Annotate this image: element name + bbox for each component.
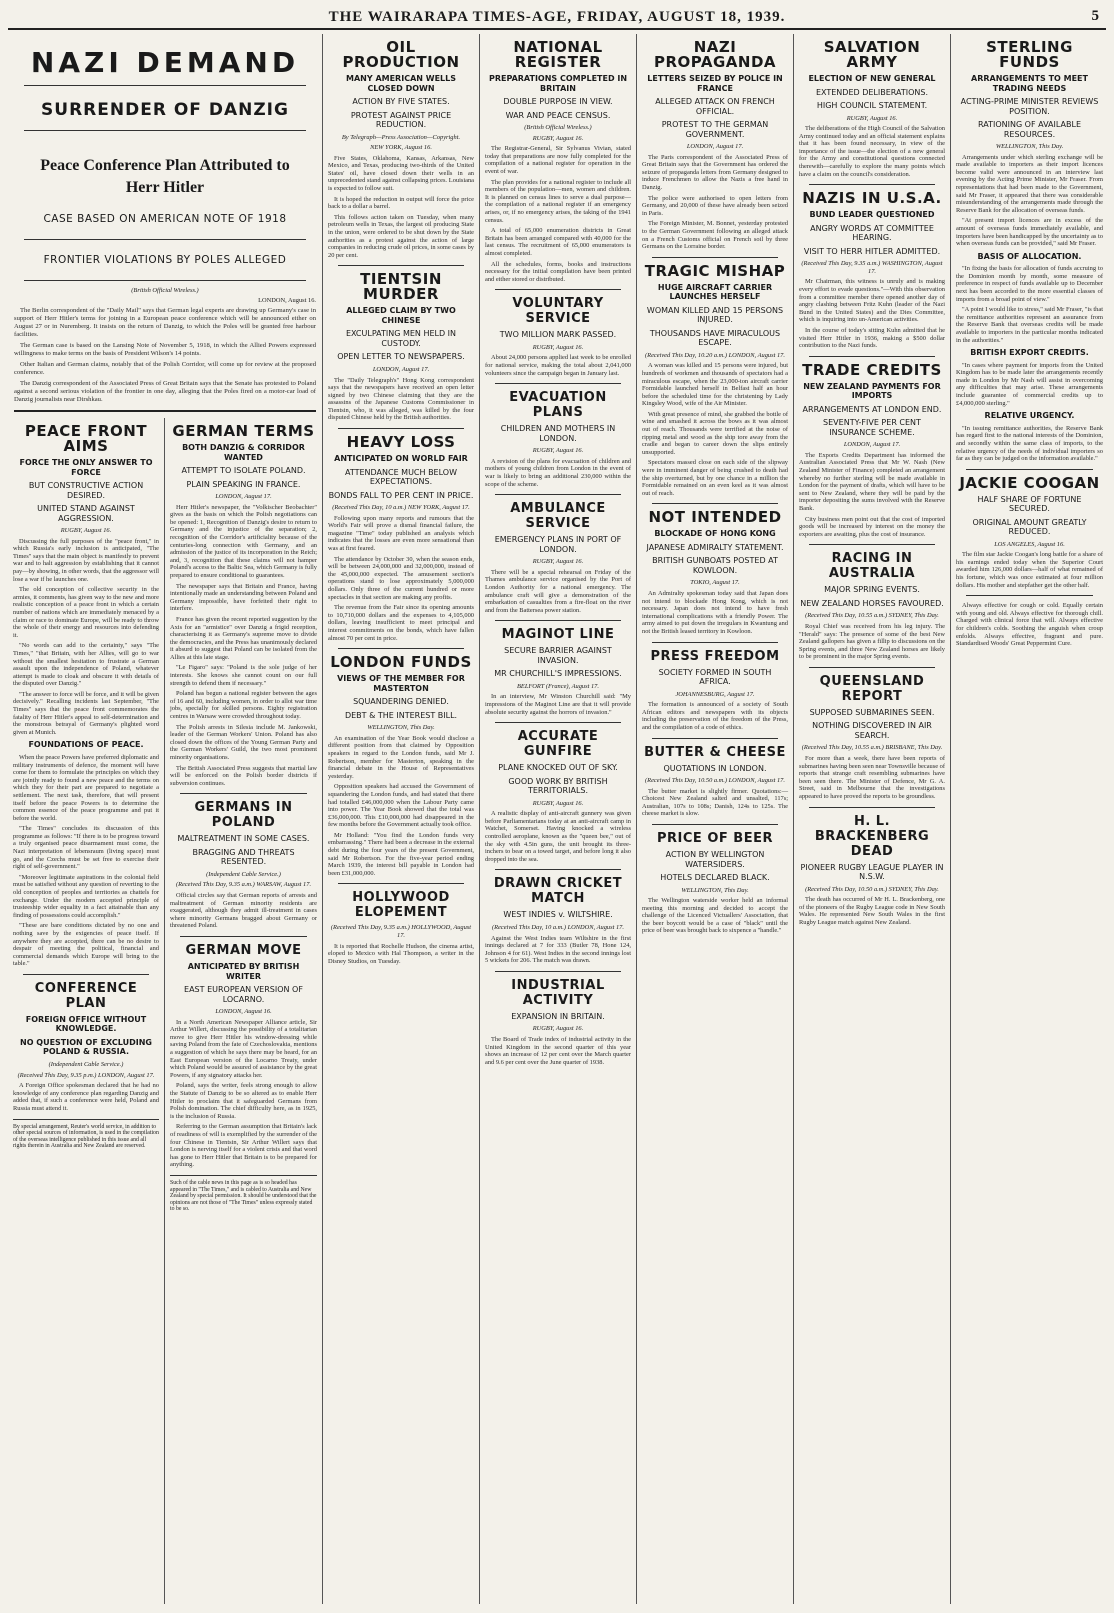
divider <box>495 869 621 870</box>
divider <box>180 936 307 937</box>
deck: GOOD WORK BY BRITISH TERRITORIALS. <box>508 776 608 796</box>
paragraph: For more than a week, there have been reports of submarines having been seen near Townsville because of reports that strange craft resembling submarines have been seen there. The Minister of Defence, Mr G. A. Street, said in Melbourne that the investigations appeared to have proved the reports to be groundless. <box>799 755 945 801</box>
deck: DEBT & THE INTEREST BILL. <box>344 710 458 720</box>
lead-subcolumns <box>8 418 322 1604</box>
dateline: RUGBY, August 16. <box>532 447 584 455</box>
divider <box>24 239 306 240</box>
deck: WEST INDIES v. WILTSHIRE. <box>503 910 613 920</box>
paragraph: The plan provides for a national register to include all members of the population—men, women and children. It is planned on census lines to serve a dual purpose—the compilation of a national register if an emergency arises, or, if no emergency arises, the taking of the 1941 census. <box>485 178 631 224</box>
headline: TRADE CREDITS <box>802 360 942 379</box>
deck: TWO MILLION MARK PASSED. <box>499 330 617 340</box>
paragraph: "Moreover legitimate aspirations in the colonial field must be satisfied without any question of reverting to the old conception of peoples and territories as chattels for exchange. Under the modern accepted principle of trusteeship wider equality in a fact attainable than any finding of possessions could accomplish." <box>13 873 159 919</box>
divider <box>338 648 464 649</box>
headline: TIENTSIN MURDER <box>360 270 442 304</box>
paragraph: "The Times" concludes its discussion of this programme as follows: "If there is to be progress toward a truly organised peace disarmament must come, the Nazi interpretation of lebensraum (living space) must go, and the Czechs must be set free to exercise their right of self-government." <box>13 825 159 871</box>
deck: SEVENTY-FIVE PER CENT INSURANCE SCHEME. <box>823 418 921 437</box>
headline: HOLLYWOOD ELOPEMENT <box>352 890 450 921</box>
deck: ARRANGEMENTS AT LONDON END. <box>802 404 942 414</box>
lead-story <box>8 34 322 418</box>
column-5 <box>637 34 794 1604</box>
paragraph: Discussing the full purposes of the "peace front," in which Russia's early inclusion is anticipated, "The Times" says that the main object is manifestly to prevent war and to halt aggression by establishing that it cannot pay—by showing, in other words, that the aggressor will lose a war if he launches one. <box>13 537 159 583</box>
paragraph: The deliberations of the High Council of the Salvation Army continued today and an official statement explains that it has been found necessary, in view of the importance of the issue—the election of a new general for the Army and constitutional questions connected therewith—carefully to explore the many points which have a claim on the council's consideration. <box>799 125 945 178</box>
deck: BUT CONSTRUCTIVE ACTION DESIRED. <box>28 481 144 500</box>
deck: ANGRY WORDS AT COMMITTEE HEARING. <box>810 223 934 243</box>
lead-headline: NAZI DEMAND <box>30 46 300 79</box>
paragraph: It is reported that Rochelle Hudson, the cinema artist, eloped to Mexico with Hal Thompson, a writer in the Disney Studios, on Tuesday. <box>328 942 474 965</box>
paragraph: In an interview, Mr Winston Churchill said: "My impressions of the Maginot Line are that it will provide absolute security against the horrors of invasion." <box>485 693 631 716</box>
dateline: WELLINGTON, This Day. <box>681 886 749 894</box>
paragraph: "Le Figaro" says: "Poland is the sole judge of her interests. She knows she cannot count on our full strength to defend them if necessary." <box>170 664 317 687</box>
divider <box>966 469 1093 470</box>
paragraph: The "Daily Telegraph's" Hong Kong correspondent says that the newspapers have received an open letter signed by two Chinese claiming that they are the assassins of the Japanese Customs Commissioner in Tientsin, who, it was alleged, was killed by the four disputed Chinese held by the British authorities. <box>328 376 474 422</box>
deck: EXTENDED DELIBERATIONS. <box>815 87 929 97</box>
paragraph: An Admiralty spokesman today said that Japan does not intend to blockade Hong Kong, which is not necessary. Japan does not intend to have fresh international complications with a friendly Power. The army aimed to put down the irregulars in Kwantung and not the British leased territory in Kowloon. <box>642 590 788 635</box>
column-3 <box>323 34 480 1604</box>
headline: NAZI PROPAGANDA <box>653 38 777 71</box>
headline: LONDON FUNDS <box>330 653 472 672</box>
paragraph: The Foreign Minister, M. Bonnet, yesterday protested to the German Government following an alleged attack on a French Customs official on French soil by three Germans on the Lorraine border. <box>642 220 788 251</box>
paragraph: "These are bare conditions dictated by no one and nothing save by the exigencies of peace itself. If anywhere they are accepted, there can be no desire to despair of meeting the political, financial and commercial demands which Europe will bring to the table." <box>13 922 159 968</box>
headline: MAGINOT LINE <box>501 627 615 643</box>
dateline: (Received This Day, 9.35 p.m.) LONDON, August 17. <box>17 1071 155 1079</box>
headline: EVACUATION PLANS <box>509 390 607 421</box>
lead-dateline: LONDON, August 16. <box>258 297 316 304</box>
dateline: RUGBY, August 16. <box>846 114 898 122</box>
deck: ANTICIPATED ON WORLD FAIR <box>334 454 468 464</box>
dateline: LONDON, August 17. <box>215 493 272 500</box>
headline: QUEENSLAND REPORT <box>819 673 925 704</box>
deck: EMERGENCY PLANS IN PORT OF LONDON. <box>494 535 622 554</box>
paragraph: Mr Holland: "You find the London funds very embarrassing." There had been a decrease in the external debt during the four years of the present Government, said Mr Robertson. For the five-year period ending March 1939, the interest bill payable in London had been £31,000,000. <box>328 831 474 877</box>
dateline: (Received This Day, 9.35 a.m.) HOLLYWOOD, August 17. <box>330 924 472 940</box>
column-1 <box>8 418 165 1604</box>
headline: GERMANS IN POLAND <box>194 800 293 831</box>
dateline: WELLINGTON, This Day. <box>367 724 435 732</box>
divider <box>495 494 621 495</box>
divider <box>966 595 1093 596</box>
deck: PLANE KNOCKED OUT OF SKY. <box>498 763 618 773</box>
paragraph: The Registrar-General, Sir Sylvanus Vivian, stated today that preparations are now fully completed for the compilation of a national register for operation in the event of war. <box>485 145 631 175</box>
lead-tagline: Peace Conference Plan Attributed to Herr Hitler <box>40 157 290 196</box>
paragraph: Against the West Indies team Wiltshire in the first innings declared at 7 for 333 (Butler 78, Hone 124, Johnson 4 for 61). West Indies in the second innings lost 5 wickets for 206. The match was drawn. <box>485 934 631 965</box>
paragraph: "At present import licences are in excess of the amount of overseas funds immediately available, and importers have been handicapped by the uncertainty as to when overseas funds can be provided," said Mr Fraser. <box>956 217 1103 248</box>
lead-subheadline: SURRENDER OF DANZIG <box>41 100 289 120</box>
paragraph: About 24,000 persons applied last week to be enrolled for national service, making the total about 2,041,000 volunteers since the campaign began in January last. <box>485 354 631 377</box>
columns <box>8 34 1106 1604</box>
divider <box>809 356 935 357</box>
headline: NOT INTENDED <box>648 508 782 527</box>
divider <box>809 544 935 545</box>
deck: MANY AMERICAN WELLS CLOSED DOWN <box>346 74 456 93</box>
headline: GERMAN TERMS <box>172 422 315 440</box>
lead-source: (British Official Wireless.) <box>131 287 199 294</box>
paragraph: A woman was killed and 15 persons were injured, but hundreds of workmen and thousands of spectators had a miraculous escape, when the 23,000-ton aircraft carrier Formidable launched herself in Belfast half an hour before the scheduled time for the christening by Lady Kingsley Wood, wife of the Air Minister. <box>642 362 788 408</box>
headline: SALVATION ARMY <box>823 38 921 71</box>
footnote: Such of the cable news in this page as is so headed has appeared in "The Times," and is cabled to Australia and New Zealand by special permission. It should be understood that the opinions are not those of "The Times" unless expressly stated to be so. <box>170 1175 317 1213</box>
deck: ATTENDANCE MUCH BELOW EXPECTATIONS. <box>344 467 457 487</box>
deck: NEW ZEALAND HORSES FAVOURED. <box>800 598 944 608</box>
divider <box>809 667 935 668</box>
paragraph: It is hoped the reduction in output will force the price back to a dollar a barrel. <box>328 195 474 211</box>
headline: PEACE FRONT AIMS <box>24 422 148 455</box>
paragraph: Referring to the German assumption that Britain's lack of readiness of will is exemplified by the surrender of the four Chinese in Tientsin, Sir Arthur Willert says that London is nerving itself for a violent crisis and that word has gone to Herr Hitler that Britain is to be prepared for anything. <box>170 1123 317 1169</box>
paragraph: "In issuing remittance authorities, the Reserve Bank has regard first to the national interests of the Dominion, and secondly within the same class of imports, to the relative urgency of the needs of individual importers so far as they can be judged on the information available." <box>956 424 1103 463</box>
divider <box>495 289 621 290</box>
divider <box>338 265 464 266</box>
deck: PLAIN SPEAKING IN FRANCE. <box>186 479 301 489</box>
divider <box>809 184 935 185</box>
paragraph: "The answer to force will be force, and it will be given decisively." Recalling incidents last September, "The Times" says that the peace front commemorates the fatality of Herr Hitler's appeal to self-determination and the monstrous betrayal of Germany's plighted word given at Munich. <box>13 690 159 736</box>
dateline: RUGBY, August 16. <box>532 134 584 142</box>
deck: LETTERS SEIZED BY POLICE IN FRANCE <box>647 74 783 93</box>
dateline: JOHANNESBURG, August 17. <box>675 690 755 698</box>
dateline: LOS ANGELES, August 16. <box>994 540 1065 548</box>
dateline: (Received This Day, 10.50 a.m.) SYDNEY, This Day. <box>805 885 939 893</box>
page-number: 5 <box>1091 8 1100 24</box>
source: By Telegraph—Press Association—Copyright. <box>341 133 461 141</box>
divider <box>24 280 306 281</box>
headline: JACKIE COOGAN <box>959 473 1100 492</box>
deck: ANTICIPATED BY BRITISH WRITER <box>187 962 300 981</box>
deck: PROTEST AGAINST PRICE REDUCTION. <box>350 110 452 129</box>
divider <box>24 130 306 131</box>
paragraph: Poland has begun a national register between the ages of 16 and 60, including women, in order to allot war time jobs, specially for skilled persons. Eighty registration centres in Warsaw were crowded throughout today. <box>170 690 317 721</box>
dateline: (Received This Day, 9.35 a.m.) WASHINGTON, August 17. <box>801 260 943 275</box>
paragraph: All the schedules, forms, books and instructions necessary for the initial compilation have been printed and either stored or distributed. <box>485 260 631 283</box>
dateline: TOKIO, August 17. <box>690 579 740 587</box>
divider <box>652 738 778 739</box>
headline: RACING IN AUSTRALIA <box>828 551 916 582</box>
paragraph: "No words can add to the certainty," says "The Times," "that Britain, with her Allies, will go to war without the smallest hesitation to frustrate a German assault upon the independence of Poland, whatever attempt is made to cloak and obscure it with details of the disputed over Danzig." <box>13 642 159 688</box>
source: (Independent Cable Service.) <box>48 1060 124 1068</box>
column-2 <box>165 418 322 1604</box>
deck: JAPANESE ADMIRALTY STATEMENT. <box>646 542 784 552</box>
paragraph: The Exports Credits Department has informed the Australian Associated Press that Mr W. Nash (New Zealand Minister of Finance) completed an arrangement whereby no further sterling will be made available in London for the payment of drafts, which will have to be sent to New Zealand, where they will be paid by the importer depositing the sums involved with the Reserve Bank. <box>799 451 945 513</box>
deck: BUND LEADER QUESTIONED <box>809 210 935 220</box>
deck: ELECTION OF NEW GENERAL <box>808 74 936 83</box>
headline: PRICE OF BEER <box>657 831 773 846</box>
dateline: (Received This Day, 10 a.m.) LONDON, August 17. <box>492 923 624 931</box>
divider <box>338 428 464 429</box>
deck: SOCIETY FORMED IN SOUTH AFRICA. <box>658 667 772 687</box>
subhead: RELATIVE URGENCY. <box>984 411 1075 421</box>
divider <box>809 807 935 808</box>
paragraph: Herr Hitler's newspaper, the "Volkischer Beobachter" gives as the basis on which the Polish negotiations can be opened: 1, Recognition of Danzig's desire to return to Germany and the injustice of the separation; 2, recognition of the Corridor's artificiality because of the centuries-long connection with Germany, and an admission of the justice of its incorporation in the Reich; and, 3, recognition that these claims will not hamper Poland's access to the Baltic Sea, which Germany is fully prepared to ensure conditional to guarantees. <box>170 503 317 579</box>
paragraph: The formation is announced of a society of South African editors and newspapers with its objects including the preservation of the freedom of the Press, and the compilation of a code of ethics. <box>642 701 788 731</box>
paragraph: When the peace Powers have preferred diplomatic and military instruments of defence, the moment will have come for them to formulate the principles on which they are jointly ready to found a new peace and the terms on which they for their part are prepared to negotiate a settlement. The next task, therefore, that will present itself before the peace Powers is to determine the common essence of the peace programme and put it before the world. <box>13 753 159 822</box>
paragraph: Arrangements under which sterling exchange will be made available to importers as their import licences become valid were announced in an interview last evening by the Acting Prime Minister, Mr Fraser. From representations that had been made to the Government, said Mr Fraser, it appeared that there was considerable misunderstanding of the arrangements made through the Reserve Bank for the allocation of overseas funds. <box>956 153 1103 214</box>
deck: ACTING-PRIME MINISTER REVIEWS POSITION. <box>960 97 1099 116</box>
paragraph: The Polish arrests in Silesia include M. Jankowski, leader of the German Workers' Union. Poland has also closed down the offices of the Young German Party and the German Workers' Guild, the two most prominent minority organisations. <box>170 723 317 761</box>
paragraph: Mr Chairman, this witness is unruly and is making every effort to evade questions."—With this observation from a committee member there opened another day of angry clashing between Fritz Kuhn (leader of the Nazi Bund in the United States) and the Dies Committee, which is inquiring into un-American activities. <box>799 278 945 324</box>
paragraph: Official circles say that German reports of arrests and maltreatment of German minority residents are exaggerated, although they admit ill-treatment in cases where minority Germans bragged about Germany or threatened Poland. <box>170 892 317 930</box>
paragraph: An examination of the Year Book would disclose a different position from that claimed by Opposition speakers in regard to the London funds, said Mr J. Robertson, member for Masterton, speaking in the financial debate in the House of Representatives yesterday. <box>328 734 474 780</box>
paragraph: Following upon many reports and rumours that the World's Fair will prove a dismal financial failure, the magazine "Time" today published an analysis which indicates that the losses are even more sensational than was at first feared. <box>328 514 474 553</box>
paragraph: Royal Chief was received from his leg injury. The "Herald" says: The presence of some of the best New Zealand gallopers has given a fillip to discussions on the Spring events, and three New Zealand horses are likely to be prominent in the major Spring events. <box>799 623 945 661</box>
deck: ORIGINAL AMOUNT GREATLY REDUCED. <box>972 517 1087 537</box>
headline: DRAWN CRICKET MATCH <box>493 876 623 907</box>
deck: HALF SHARE OF FORTUNE SECURED. <box>977 494 1082 514</box>
paragraph: The Wellington waterside worker held an informal meeting this morning and decided to accept the challenge of the Licenced Victuallers' Association, that the beer boycott would be a case of "black" until the price of beer was brought back to sixpence a "handle." <box>642 897 788 935</box>
deck: ACTION BY WELLINGTON WATERSIDERS. <box>665 850 765 869</box>
dateline: LONDON, August 16. <box>215 1008 272 1016</box>
deck: ATTEMPT TO ISOLATE POLAND. <box>181 466 306 475</box>
divider <box>652 824 778 825</box>
headline: NATIONAL REGISTER <box>513 38 603 71</box>
subhead: FOUNDATIONS OF PEACE. <box>28 740 144 750</box>
paragraph: This follows action taken on Tuesday, when many petroleum wells in Texas, the largest oil producing State in the union, were ordered to be shut down by the State authorities as a protest against the action of large companies in reducing crude oil prices, in some cases by 20 per cent. <box>328 213 474 259</box>
paragraph: Five States, Oklahoma, Kansas, Arkansas, New Mexico, and Texas, producing two-thirds of the United States' oil, have closed down their wells in an unprecedented stand against collapsing prices. Louisiana is expected to follow suit. <box>328 154 474 193</box>
dateline: BELFORT (France), August 17. <box>517 682 599 690</box>
deck: FOREIGN OFFICE WITHOUT KNOWLEDGE. <box>25 1014 147 1034</box>
deck: HUGE AIRCRAFT CARRIER LAUNCHES HERSELF <box>657 282 773 302</box>
masthead <box>8 6 1106 30</box>
deck: NOTHING DISCOVERED IN AIR SEARCH. <box>812 721 932 740</box>
headline: BUTTER & CHEESE <box>644 744 786 760</box>
deck: WOMAN KILLED AND 15 PERSONS INJURED. <box>646 305 784 325</box>
headline: AMBULANCE SERVICE <box>510 501 606 532</box>
deck: NEW ZEALAND PAYMENTS FOR IMPORTS <box>803 381 941 401</box>
paragraph: In a North American Newspaper Alliance article, Sir Arthur Willert, discussing the possibility of a totalitarian move to give Herr Hitler his window-dressing while saving Poland from the fate of Czechoslovakia, mentions a suggestion of which he says there may be heard, for an East European version of the Locarno Treaty, under which Poland would be assured of assistance by the great Powers, if any signatory attacks her. <box>170 1018 317 1079</box>
subhead: BASIS OF ALLOCATION. <box>977 251 1082 261</box>
headline: PRESS FREEDOM <box>650 648 780 664</box>
dateline: (Received This Day, 10.20 a.m.) LONDON, August 17. <box>645 351 785 359</box>
lead-deck-1: CASE BASED ON AMERICAN NOTE OF 1918 <box>43 213 287 225</box>
deck: HIGH COUNCIL STATEMENT. <box>816 101 928 110</box>
dateline: RUGBY, August 16. <box>532 558 584 566</box>
paragraph: The old conception of collective security in the armies, it comments, has given way to the new and more realistic conception of a peace front in which a certain number of nations which are immediately menaced by a claim or race to dominate Europe, will be ready to throw the whole of their energy and resources into defending it. <box>13 586 159 639</box>
dateline: (Received This Day, 9.35 a.m.) WARSAW, August 17. <box>175 881 312 889</box>
divider <box>652 257 778 258</box>
deck: SECURE BARRIER AGAINST INVASION. <box>504 646 612 665</box>
deck: ACTION BY FIVE STATES. <box>352 97 450 106</box>
paragraph: With great presence of mind, she grabbed the bottle of wine and smashed it across the bows as it was almost out of reach. Thousands were terrified at the noise of ripping metal and wood as the ship tore away from the cradle and began to career down the slips entirely unsupported. <box>642 410 788 456</box>
deck: BONDS FALL TO PER CENT IN PRICE. <box>328 490 474 500</box>
divider <box>14 410 316 412</box>
column-6 <box>794 34 951 1604</box>
dateline: NEW YORK, August 16. <box>370 144 432 152</box>
dateline: RUGBY, August 16. <box>532 1025 584 1033</box>
deck: BOTH DANZIG & CORRIDOR WANTED <box>182 443 305 462</box>
headline: H. L. BRACKENBERG DEAD <box>814 813 930 859</box>
divider <box>24 85 306 86</box>
subhead: BRITISH EXPORT CREDITS. <box>970 348 1089 358</box>
deck: BLOCKADE OF HONG KONG <box>654 529 776 539</box>
paragraph: The newspaper says that Britain and France, having intentionally made an understanding between Poland and Germany impossible, have forfeited their right to interfere. <box>170 582 317 613</box>
paragraph: "In cases where payment for imports from the United Kingdom has to be made later the arrangements recently made in London by Mr Nash will assist in overcoming any difficulties that may arise. These arrangements include guarantee of commercial credits up to £4,000,000 sterling." <box>956 361 1103 407</box>
paragraph: The police were authorised to open letters from Germany, and 20,000 of these have already been seized in Paris. <box>642 194 788 217</box>
footnote: By special arrangement, Reuter's world service, in addition to other special sources of information, is used in the compilation of the overseas intelligence published in this issue and all rights therein in Australia and New Zealand are reserved. <box>13 1119 159 1150</box>
dateline: (Received This Day, 10.55 a.m.) BRISBANE, This Day. <box>801 744 943 752</box>
divider <box>180 793 307 794</box>
paragraph: City business men point out that the cost of imported goods will be increased by interest on the money the exporters are awaiting, plus the cost of insurance. <box>799 515 945 538</box>
paragraph: The attendance by October 30, when the season ends, will be between 24,000,000 and 32,000,000, instead of the 45,000,000 expected. The amusement section's operations stand to lose approximately 5,000,000 dollars. Only three of the current hundred or more spectacles in that section are making any profits. <box>328 555 474 601</box>
dateline: RUGBY, August 16. <box>60 527 112 534</box>
paragraph: A total of 65,000 enumeration districts in Great Britain has been arranged compared with 40,000 for the last census. The recruitment of 65,000 enumerators is almost completed. <box>485 227 631 257</box>
paragraph: Poland, says the writer, feels strong enough to allow the Statute of Danzig to be so altered as to enable Herr Hitler to proclaim that it safeguarded Germans from Polish domination. The chief difficulty here, as in 1925, is the inclusion of Russia. <box>170 1082 317 1120</box>
dateline: (Received This Day, 10.55 a.m.) SYDNEY, This Day. <box>805 612 939 620</box>
headline: NAZIS IN U.S.A. <box>802 189 942 208</box>
divider <box>652 642 778 643</box>
deck: EAST EUROPEAN VERSION OF LOCARNO. <box>184 985 303 1004</box>
paragraph: France has given the recent reported suggestion by the Axis for an "armistice" over Danzig a frigid reception, characterising it as Germany's supreme move to divide the democracies, and the Press has unanimously declared it absurd to suggest that Poland can be isolated from the Allies at this late stage. <box>170 615 317 661</box>
deck: DOUBLE PURPOSE IN VIEW. <box>503 97 613 106</box>
deck: QUOTATIONS IN LONDON. <box>663 763 767 773</box>
divider <box>23 974 149 975</box>
headline: INDUSTRIAL ACTIVITY <box>511 977 605 1008</box>
paragraph: The Board of Trade index of industrial activity in the United Kingdom in the second quarter of this year shows an increase of 12 per cent over the March quarter and 9.6 per cent over the June quarter of 1938. <box>485 1035 631 1066</box>
dateline: (Received This Day, 10 a.m.) NEW YORK, August 17. <box>332 504 470 512</box>
deck: MR CHURCHILL'S IMPRESSIONS. <box>494 669 622 679</box>
paragraph: The death has occurred of Mr H. L. Brackenberg, one of the pioneers of the Rugby League code in New South Wales. He represented New South Wales in the first Rugby League match against New Zealand. <box>799 896 945 926</box>
lead-body-3: Other Italian and German claims, notably that of the Polish Corridor, will come up for review at the proposed conference. <box>14 361 316 376</box>
paragraph: The Paris correspondent of the Associated Press of Great Britain says that the Government has ordered the seizure of propaganda letters from Germany designed to induce Frenchmen to allow the Nazis a free hand in Danzig. <box>642 153 788 191</box>
paragraph: Spectators massed close on each side of the slipway were in imminent danger of being crushed to death had the ship overturned, but by one chance in a million the Formidable remained on an even keel as it was almost out of reach. <box>642 459 788 497</box>
dateline: RUGBY, August 16. <box>532 343 584 351</box>
divider <box>495 971 621 972</box>
paragraph: In the course of today's sitting Kuhn admitted that he visited Herr Hitler in 1936, making a $500 dollar contribution to the Nazi funds. <box>799 327 945 350</box>
deck: ALLEGED ATTACK ON FRENCH OFFICIAL. <box>655 97 775 116</box>
deck: CHILDREN AND MOTHERS IN LONDON. <box>500 424 616 443</box>
deck: BRITISH GUNBOATS POSTED AT KOWLOON. <box>652 556 778 575</box>
deck: VISIT TO HERR HITLER ADMITTED. <box>803 246 941 256</box>
paragraph: "In fixing the basis for allocation of funds accruing to the Dominion month by month, some measure of preference in respect of funds available up to December next has been accorded to the more essential classes of imports from a broad point of view." <box>956 265 1103 303</box>
deck: PROTEST TO THE GERMAN GOVERNMENT. <box>661 120 769 139</box>
lead-body-4: The Danzig correspondent of the Associated Press of Great Britain says that the Senate has protested to Poland against a second serious violation of the frontier in one day, alleging that the Poles fired on a motor-car load of Danzig journalists near Dirshkau. <box>14 380 316 403</box>
paragraph: The British Associated Press suggests that martial law will be enforced on the Polish border districts if subversion continues. <box>170 764 317 787</box>
lead-deck-2: FRONTIER VIOLATIONS BY POLES ALLEGED <box>43 254 287 266</box>
dateline: WELLINGTON, This Day. <box>995 143 1064 150</box>
deck: OPEN LETTER TO NEWSPAPERS. <box>337 352 465 362</box>
divider <box>338 883 464 884</box>
deck: WAR AND PEACE CENSUS. <box>505 110 611 120</box>
lead-section <box>8 34 323 1604</box>
deck: FORCE THE ONLY ANSWER TO FORCE <box>19 458 153 477</box>
paragraph: A Foreign Office spokesman declared that he had no knowledge of any conference plan regarding Danzig and added that, if such a conference were held, Poland and Russia must attend it. <box>13 1082 159 1112</box>
column-7 <box>951 34 1108 1604</box>
deck: EXCULPATING MEN HELD IN CUSTODY. <box>345 329 457 348</box>
headline: TRAGIC MISHAP <box>644 261 786 280</box>
advertisement: Always effective for cough or cold. Equally certain with young and old. Always effective for thorough chill. Charged with clinical force that will. Always effective for children's colds. Soothing the anguish when croup enfolds. Always effective, fragrant and pure. Standardised Woods' Great Peppermint Cure. <box>956 602 1103 648</box>
deck: PREPARATIONS COMPLETED IN BRITAIN <box>488 74 628 93</box>
headline: STERLING FUNDS <box>986 38 1073 71</box>
paragraph: There will be a special rehearsal on Friday of the Thames ambulance service organised by the Port of London Authority for a national emergency. The ambulance craft will give a demonstration of the embarkation of casualties from a fire-float on the river and from the Battersea power station. <box>485 568 631 614</box>
source: (British Official Wireless.) <box>524 124 592 131</box>
deck: ALLEGED CLAIM BY TWO CHINESE <box>346 306 456 325</box>
headline: VOLUNTARY SERVICE <box>512 296 604 327</box>
divider <box>495 722 621 723</box>
dateline: LONDON, August 17. <box>843 441 901 449</box>
deck: SQUANDERING DENIED. <box>353 697 449 707</box>
paragraph: A realistic display of anti-aircraft gunnery was given before Parliamentarians today at an anti-aircraft camp in Watchet, Somerset. Having knocked a wireless controlled aeroplane, known as the "queen bee," out of the sky with 4.5in guns, the unit brought its three-inchers to bear on a towed target, and before long it also dropped into the sea. <box>485 810 631 863</box>
divider <box>495 620 621 621</box>
divider <box>652 503 778 504</box>
column-4 <box>480 34 637 1604</box>
source: (Independent Cable Service.) <box>206 870 281 878</box>
paragraph: A revision of the plans for evacuation of children and mothers of young children from London in the event of war is likely to bring an additional 230,000 within the scope of the scheme. <box>485 457 631 488</box>
masthead-title: THE WAIRARAPA TIMES-AGE, FRIDAY, AUGUST 18, 1939. <box>328 8 786 25</box>
headline: CONFERENCE PLAN <box>34 980 138 1011</box>
deck: UNITED STAND AGAINST AGGRESSION. <box>37 504 135 523</box>
deck: BRAGGING AND THREATS RESENTED. <box>192 847 295 867</box>
deck: MALTREATMENT IN SOME CASES. <box>177 834 310 844</box>
deck: NO QUESTION OF EXCLUDING POLAND & RUSSIA. <box>20 1037 152 1057</box>
dateline: LONDON, August 17. <box>372 365 430 373</box>
dateline: LONDON, August 17. <box>686 143 744 150</box>
paragraph: The revenue from the Fair since its opening amounts to 10,710,000 dollars and the expenses to 4,105,000 dollars, leaving insufficient to meet principal and interest commitments on the bonds, which have fallen almost 70 per cent in price. <box>328 604 474 642</box>
headline: ACCURATE GUNFIRE <box>517 729 599 760</box>
headline: GERMAN MOVE <box>185 943 302 959</box>
deck: EXPANSION IN BRITAIN. <box>511 1011 605 1021</box>
paragraph: Opposition speakers had accused the Government of squandering the London funds, and had stated that there had totalled £46,000,000 when the Labour Party came into power. The Year Book showed that the total was £36,000,000. This £10,000,000 had disappeared in the few months before the Government actually took office. <box>328 783 474 829</box>
lead-body-1: The Berlin correspondent of the "Daily Mail" says that German legal experts are drawing up Germany's case in support of Herr Hitler's terms for joining in a European peace conference which will be announced either on August 27 or in Nuremberg. It insists on the return of Danzig, to which the Poles will be granted free harbour facilities. <box>14 307 316 338</box>
deck: ARRANGEMENTS TO MEET TRADING NEEDS <box>971 74 1088 93</box>
deck: MAJOR SPRING EVENTS. <box>824 585 920 595</box>
deck: PIONEER RUGBY LEAGUE PLAYER IN N.S.W. <box>800 862 944 882</box>
lead-body-2: The German case is based on the Lansing Note of November 5, 1918, in which the Allied Powers expressed willingness to make terms on the basis of President Wilson's 14 points. <box>14 342 316 357</box>
headline: HEAVY LOSS <box>346 433 456 452</box>
deck: SUPPOSED SUBMARINES SEEN. <box>809 707 935 717</box>
paragraph: The film star Jackie Coogan's long battle for a share of his earnings ended today when the Superior Court awarded him 126,000 dollars—half of what remained of his fortune, which was once estimated at four million dollars. His mother and stepfather get the other half. <box>956 551 1103 589</box>
dateline: (Received This Day, 10.50 a.m.) LONDON, August 17. <box>645 777 785 785</box>
deck: THOUSANDS HAVE MIRACULOUS ESCAPE. <box>649 328 781 348</box>
divider <box>495 383 621 384</box>
dateline: RUGBY, August 16. <box>532 799 584 807</box>
paragraph: The butter market is slightly firmer. Quotations:—Choicest New Zealand salted and unsalted, 117s; Australian, 107s to 108s; Danish, 124s to 125s. The cheese market is slow. <box>642 787 788 818</box>
paragraph: "A point I would like to stress," said Mr Fraser, "is that the remittance authorities represent an assurance from the Reserve Bank that overseas credits will be made available to importers in the particular months indicated in the authorities." <box>956 306 1103 344</box>
deck: RATIONING OF AVAILABLE RESOURCES. <box>977 120 1081 139</box>
deck: VIEWS OF THE MEMBER FOR MASTERTON <box>337 674 465 693</box>
headline: OIL PRODUCTION <box>342 38 460 71</box>
deck: HOTELS DECLARED BLACK. <box>660 873 770 882</box>
